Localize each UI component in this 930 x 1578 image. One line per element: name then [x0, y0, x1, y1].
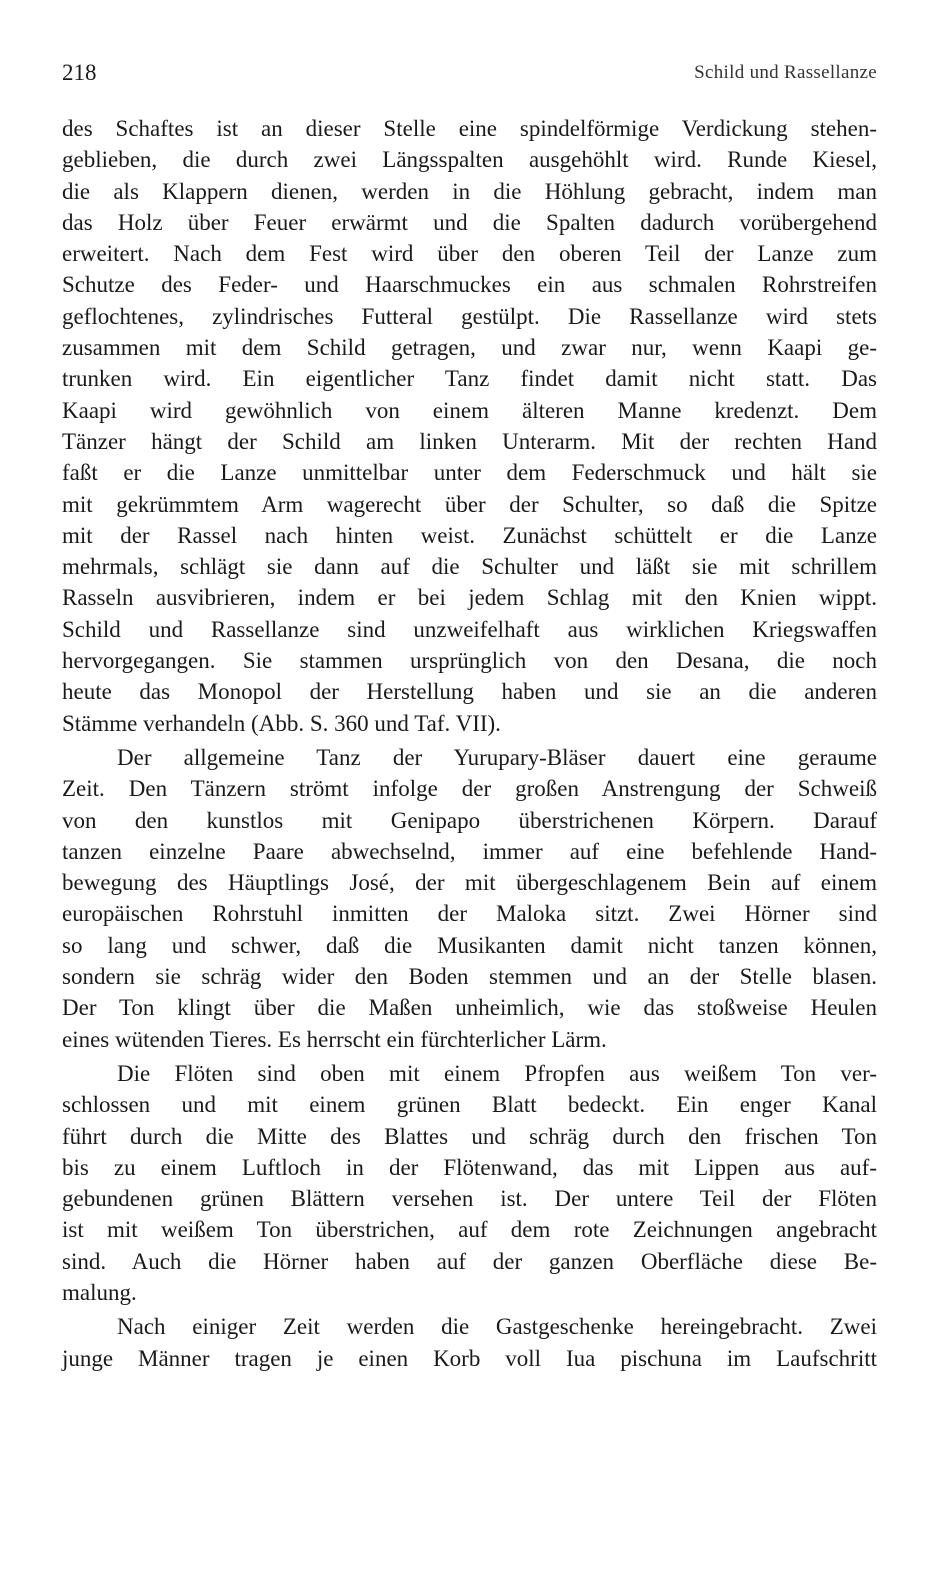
text-line: geblieben, die durch zwei Längsspalten ausgehöhlt wird. Runde Kiesel,	[62, 147, 877, 173]
text-line: des Schaftes ist an dieser Stelle eine spindelförmige Verdickung stehen-	[62, 116, 877, 141]
text-line: mit der Rassel nach hinten weist. Zunächst schüttelt er die Lanze	[62, 522, 877, 548]
text-line: führt durch die Mitte des Blattes und schräg durch den frischen Ton	[62, 1123, 877, 1149]
text-line: heute das Monopol der Herstellung haben und sie an die anderen	[62, 679, 877, 705]
text-line: so lang und schwer, daß die Musikanten damit nicht tanzen können,	[62, 932, 877, 958]
text-line: Kaapi wird gewöhnlich von einem älteren Manne kredenzt. Dem	[62, 397, 877, 423]
text-line: tanzen einzelne Paare abwechselnd, immer auf eine befehlende Hand-	[62, 838, 877, 864]
text-line: Der Ton klingt über die Maßen unheimlich, wie das stoßweise Heulen	[62, 995, 877, 1021]
text-line: die als Klappern dienen, werden in die Höhlung gebracht, indem man	[62, 178, 877, 204]
text-line: faßt er die Lanze unmittelbar unter dem Federschmuck und hält sie	[62, 460, 877, 486]
text-line: Die Flöten sind oben mit einem Pfropfen aus weißem Ton ver-	[117, 1060, 877, 1086]
text-line: Nach einiger Zeit werden die Gastgeschenke hereingebracht. Zwei	[117, 1314, 877, 1340]
running-head: Schild und Rassellanze	[694, 62, 877, 83]
text-line: sondern sie schräg wider den Boden stemmen und an der Stelle blasen.	[62, 964, 877, 990]
text-line: von den kunstlos mit Genipapo überstrichenen Körpern. Darauf	[62, 807, 877, 833]
text-line: junge Männer tragen je einen Korb voll Iua pischuna im Laufschritt	[62, 1345, 877, 1371]
text-line: bis zu einem Luftloch in der Flötenwand, das mit Lippen aus auf-	[62, 1154, 877, 1180]
text-line: zusammen mit dem Schild getragen, und zwar nur, wenn Kaapi ge-	[62, 335, 877, 361]
page-number: 218	[62, 60, 97, 85]
paragraph	[62, 1058, 877, 1308]
text-line: mit gekrümmtem Arm wagerecht über der Schulter, so daß die Spitze	[62, 491, 877, 517]
text-line: ist mit weißem Ton überstrichen, auf dem rote Zeichnungen angebracht	[62, 1217, 877, 1243]
text-line: gebundenen grünen Blättern versehen ist. Der untere Teil der Flöten	[62, 1186, 877, 1212]
text-line: Schild und Rassellanze sind unzweifelhaft aus wirklichen Kriegswaffen	[62, 616, 877, 642]
text-line: bewegung des Häuptlings José, der mit übergeschlagenem Bein auf einem	[62, 870, 877, 896]
text-line: hervorgegangen. Sie stammen ursprünglich von den Desana, die noch	[62, 648, 877, 674]
text-line: Rasseln ausvibrieren, indem er bei jedem Schlag mit den Knien wippt.	[62, 585, 877, 611]
text-line: Zeit. Den Tänzern strömt infolge der großen Anstrengung der Schweiß	[62, 776, 877, 802]
text-line: Stämme verhandeln (Abb. S. 360 und Taf. VII).	[62, 710, 501, 736]
paragraph	[62, 113, 877, 739]
text-line: das Holz über Feuer erwärmt und die Spalten dadurch vorübergehend	[62, 209, 877, 235]
text-line: Tänzer hängt der Schild am linken Unterarm. Mit der rechten Hand	[62, 428, 877, 454]
text-line: Der allgemeine Tanz der Yurupary-Bläser dauert eine geraume	[117, 744, 877, 770]
paragraph	[62, 1311, 877, 1374]
body-text	[62, 113, 877, 1377]
text-line: Schutze des Feder- und Haarschmuckes ein aus schmalen Rohrstreifen	[62, 272, 877, 298]
paragraph	[62, 742, 877, 1055]
text-line: trunken wird. Ein eigentlicher Tanz findet damit nicht statt. Das	[62, 366, 877, 392]
text-line: mehrmals, schlägt sie dann auf die Schulter und läßt sie mit schrillem	[62, 554, 877, 580]
text-line: schlossen und mit einem grünen Blatt bedeckt. Ein enger Kanal	[62, 1092, 877, 1118]
text-line: europäischen Rohrstuhl inmitten der Maloka sitzt. Zwei Hörner sind	[62, 901, 877, 927]
text-line: erweitert. Nach dem Fest wird über den oberen Teil der Lanze zum	[62, 241, 877, 267]
text-line: malung.	[62, 1279, 137, 1305]
text-line: eines wütenden Tieres. Es herrscht ein fürchterlicher Lärm.	[62, 1026, 607, 1052]
text-line: geflochtenes, zylindrisches Futteral gestülpt. Die Rassellanze wird stets	[62, 303, 877, 329]
page-header	[62, 60, 877, 90]
text-line: sind. Auch die Hörner haben auf der ganzen Oberfläche diese Be-	[62, 1248, 877, 1274]
